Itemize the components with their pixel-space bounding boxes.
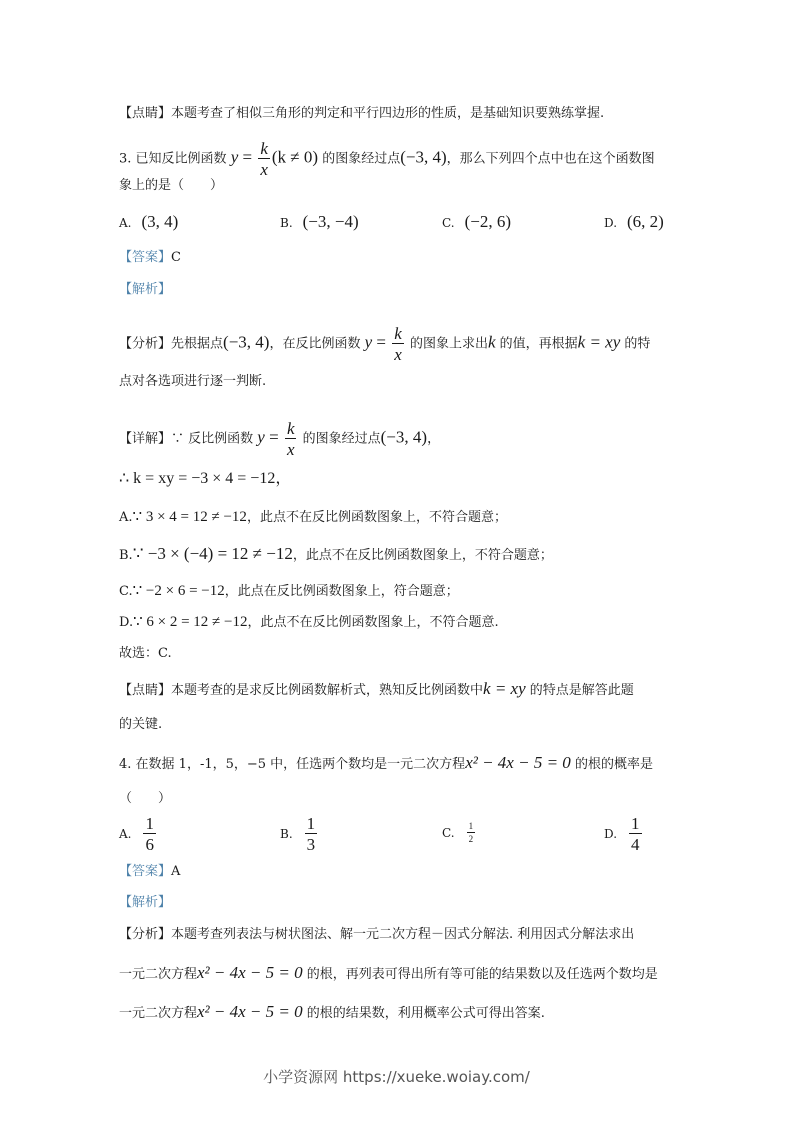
fenxi-tag: 【分析】 <box>119 927 172 942</box>
q4-answer <box>119 862 180 882</box>
dianjing-text: 的特点是解答此题 <box>529 683 634 698</box>
check-label: C. <box>119 584 133 599</box>
q3-stem-text-b: 的图象经过点 <box>322 151 401 167</box>
q3-dianjing <box>119 679 634 701</box>
fenxi-text: 点对各选项进行逐一判断. <box>119 374 267 389</box>
fenxi-text: 的图象上求出 <box>409 336 488 352</box>
fenxi-text: 先根据点 <box>171 336 224 352</box>
q4-stem-line2: （ ） <box>119 791 172 806</box>
check-text: ，此点不在反比例函数图象上，不符合题意. <box>247 615 499 630</box>
dianjing-kxy: k = xy <box>483 679 526 698</box>
q4-stem <box>119 753 653 775</box>
func-eq: = <box>372 332 391 352</box>
option-label: A. <box>119 216 132 230</box>
frac-num: k <box>394 324 402 343</box>
func-y: y <box>364 332 373 352</box>
q4-option-d <box>604 815 644 853</box>
fenxi-equation: x² − 4x − 5 = 0 <box>197 963 303 982</box>
fenxi-point: (−3, 4) <box>223 332 270 352</box>
q3-fraction <box>258 140 270 178</box>
xiangjie-text: ∵ 反比例函数 <box>171 431 254 447</box>
option-value: (6, 2) <box>627 212 664 231</box>
q4-jiexi <box>119 893 171 913</box>
answer-tag: 【答案】 <box>119 864 172 879</box>
fenxi-text: 一元二次方程 <box>119 967 198 982</box>
q4-option-a <box>119 815 158 853</box>
q3-dianjing-line2: 的关键. <box>119 717 163 732</box>
q4-equation: x² − 4x − 5 = 0 <box>465 753 571 772</box>
option-value: (−2, 6) <box>464 212 511 231</box>
check-text: ，此点不在反比例函数图象上，不符合题意； <box>292 548 553 563</box>
fenxi-text: 的值，再根据 <box>499 336 578 352</box>
q3-option-d <box>604 212 664 232</box>
q3-stem-text-d: 象上的是（ ） <box>119 178 224 193</box>
q4-stem-text-b: 的根的概率是 <box>574 757 653 772</box>
q3-option-c <box>442 212 511 232</box>
fenxi-tag: 【分析】 <box>119 336 172 352</box>
dianjing-text: 本题考查了相似三角形的判定和平行四边形的性质，是基础知识要熟练掌握. <box>171 106 605 121</box>
frac-num: 1 <box>468 821 474 831</box>
q3-check-a <box>119 507 507 528</box>
jiexi-tag: 【解析】 <box>119 895 172 910</box>
q3-fenxi <box>119 325 650 363</box>
option-label: C. <box>442 825 455 840</box>
fenxi-text: 的根，再列表可得出所有等可能的结果数以及任选两个数均是 <box>306 967 658 982</box>
q3-func-y: y <box>230 147 239 167</box>
fenxi-text: 的特 <box>624 336 651 352</box>
option-value: (−3, −4) <box>302 212 359 231</box>
q3-number: 3. <box>119 151 132 167</box>
q4-fenxi-line3 <box>119 1002 545 1024</box>
q3-jiexi <box>119 280 171 300</box>
q3-therefore: ∴ k = xy = −3 × 4 = −12， <box>119 470 292 487</box>
check-math: ∵ 6 × 2 = 12 ≠ −12 <box>133 614 248 630</box>
dianjing-tag: 【点睛】 <box>119 106 172 121</box>
frac-num: 1 <box>631 814 640 833</box>
func-y: y <box>257 427 265 447</box>
check-math: ∵ −3 × (−4) = 12 ≠ −12 <box>132 544 293 563</box>
answer-value: A <box>171 864 181 879</box>
q3-stem-line2 <box>119 176 223 196</box>
check-math: ∵ −2 × 6 = −12 <box>132 583 225 599</box>
check-math: ∵ 3 × 4 = 12 ≠ −12 <box>132 509 247 525</box>
q4-number: 4. <box>119 757 132 772</box>
q3-check-b <box>119 544 553 566</box>
xiangjie-text: ， <box>427 431 441 447</box>
frac-num: 1 <box>145 814 154 833</box>
frac-den: 3 <box>306 835 316 854</box>
q4-option-c <box>442 822 477 844</box>
xiangjie-tag: 【详解】 <box>119 431 172 447</box>
check-text: ，此点在反比例函数图象上，符合题意； <box>224 584 459 599</box>
frac-den: x <box>286 440 295 459</box>
q3-answer <box>119 248 181 268</box>
option-value: (3, 4) <box>141 212 179 231</box>
frac-den: 2 <box>468 834 474 844</box>
q3-conclusion: 故选：C. <box>119 646 172 661</box>
answer-tag: 【答案】 <box>119 250 172 265</box>
dianjing-prev <box>119 104 604 124</box>
q3-fenxi-line2 <box>119 372 266 392</box>
frac-den: 6 <box>145 835 154 854</box>
option-label: B. <box>280 826 293 841</box>
option-label: D. <box>604 216 618 230</box>
option-fraction <box>629 815 642 853</box>
fenxi-text: ，在反比例函数 <box>269 336 361 352</box>
option-label: A. <box>119 826 132 841</box>
q4-fenxi <box>119 925 634 945</box>
xiangjie-fraction <box>285 420 297 458</box>
q3-option-b <box>280 212 359 232</box>
fenxi-text: 一元二次方程 <box>119 1006 198 1021</box>
frac-den: x <box>394 345 402 364</box>
check-label: B. <box>119 548 133 563</box>
q3-stem-text-c: ，那么下列四个点中也在这个函数图 <box>446 151 655 167</box>
option-label: B. <box>280 216 293 230</box>
check-label: A. <box>119 510 133 525</box>
func-eq: = <box>264 427 283 447</box>
q3-stem-text: 已知反比例函数 <box>135 151 227 167</box>
q3-option-a <box>119 212 178 232</box>
frac-num: 1 <box>306 814 316 833</box>
fenxi-equation: x² − 4x − 5 = 0 <box>197 1002 303 1021</box>
q3-frac-den: x <box>260 160 268 179</box>
fenxi-fraction <box>392 325 404 363</box>
fenxi-kxy: k = xy <box>577 332 621 352</box>
frac-num: k <box>286 419 295 438</box>
option-fraction <box>305 815 318 853</box>
footer-watermark: 小学资源网 https://xueke.woiay.com/ <box>263 1068 530 1086</box>
answer-value: C <box>171 250 181 265</box>
option-fraction <box>143 815 156 853</box>
q3-func-eq: = <box>238 147 257 167</box>
check-label: D. <box>119 615 134 630</box>
q3-check-d <box>119 612 499 633</box>
frac-den: 4 <box>631 835 640 854</box>
q4-option-b <box>280 815 319 853</box>
dianjing-tag: 【点睛】 <box>119 683 172 698</box>
option-label: C. <box>442 216 455 230</box>
q3-stem <box>119 140 655 178</box>
q3-point: (−3, 4) <box>400 147 447 167</box>
xiangjie-text: 的图象经过点 <box>302 431 381 447</box>
jiexi-tag: 【解析】 <box>119 282 172 297</box>
dianjing-text: 本题考查的是求反比例函数解析式，熟知反比例函数中 <box>171 683 484 698</box>
xiangjie-point: (−3, 4) <box>380 427 428 447</box>
q3-frac-num: k <box>260 139 268 158</box>
option-label: D. <box>604 826 618 841</box>
q3-xiangjie <box>119 420 440 458</box>
fenxi-k: k <box>487 332 496 352</box>
q4-fenxi-line2 <box>119 963 658 985</box>
q3-check-c <box>119 581 459 602</box>
fenxi-text: 的根的结果数，利用概率公式可得出答案. <box>306 1006 545 1021</box>
fenxi-text: 本题考查列表法与树状图法、解一元二次方程－因式分解法. 利用因式分解法求出 <box>171 927 635 942</box>
q3-condition: (k ≠ 0) <box>271 147 319 167</box>
option-fraction <box>467 822 476 844</box>
q4-stem-text: 在数据 1，-1，5，−5 中，任选两个数均是一元二次方程 <box>135 757 466 772</box>
check-text: ，此点不在反比例函数图象上，不符合题意； <box>246 510 507 525</box>
